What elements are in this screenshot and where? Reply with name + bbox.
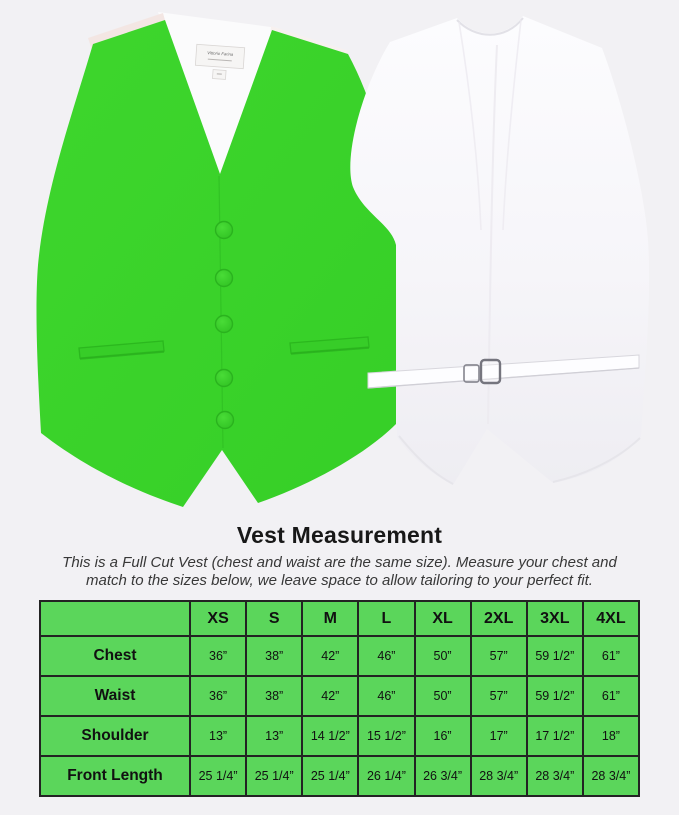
size-chart-row [40,716,639,756]
measurement-value-cell: 57” [471,636,527,676]
page-title: Vest Measurement [236,522,443,548]
measurement-value-cell: 18” [583,716,639,756]
measurement-value-cell: 59 1/2” [527,636,583,676]
measurement-description [0,554,679,590]
measurement-value-cell: 15 1/2” [358,716,414,756]
measurement-value-cell: 36” [190,676,246,716]
vest-button [216,270,233,287]
size-column-header: M [302,601,358,636]
measurement-value-cell: 57” [471,676,527,716]
measurement-row-label: Chest [40,636,190,676]
size-chart-header [40,601,639,636]
measurement-value-cell: 61” [583,636,639,676]
size-chart-table [39,600,640,797]
size-chart-row [40,676,639,716]
size-column-header: 3XL [527,601,583,636]
measurement-value-cell: 25 1/4” [246,756,302,796]
measurement-value-cell: 42” [302,676,358,716]
measurement-value-cell: 61” [583,676,639,716]
measurement-value-cell: 28 3/4” [527,756,583,796]
size-chart-row [40,636,639,676]
measurement-value-cell: 25 1/4” [302,756,358,796]
measurement-value-cell: 13” [246,716,302,756]
measurement-row-label: Front Length [40,756,190,796]
size-column-header: S [246,601,302,636]
size-column-header: L [358,601,414,636]
size-chart-row [40,756,639,796]
size-column-header: 4XL [583,601,639,636]
measurement-value-cell: 42” [302,636,358,676]
green-vest-front [36,12,396,507]
measurement-value-cell: 17” [471,716,527,756]
vest-button [217,412,234,429]
measurement-value-cell: 46” [358,676,414,716]
measurement-value-cell: 25 1/4” [190,756,246,796]
measurement-value-cell: 50” [415,636,471,676]
size-chart-header-row [40,601,639,636]
measurement-value-cell: 17 1/2” [527,716,583,756]
measurement-value-cell: 28 3/4” [471,756,527,796]
vest-button [216,370,233,387]
empty-corner-cell [40,601,190,636]
measurement-value-cell: 28 3/4” [583,756,639,796]
measurement-value-cell: 26 3/4” [415,756,471,796]
description-line-1: This is a Full Cut Vest (chest and waist are the same size). Measure your chest and [62,554,617,571]
measurement-value-cell: 59 1/2” [527,676,583,716]
vest-button [216,316,233,333]
measurement-value-cell: 26 1/4” [358,756,414,796]
measurement-value-cell: 50” [415,676,471,716]
measurement-value-cell: 38” [246,676,302,716]
size-column-header: XL [415,601,471,636]
measurement-value-cell: 14 1/2” [302,716,358,756]
measurement-row-label: Shoulder [40,716,190,756]
size-column-header: XS [190,601,246,636]
measurement-row-label: Waist [40,676,190,716]
measurement-value-cell: 38” [246,636,302,676]
measurement-value-cell: 36” [190,636,246,676]
size-column-header: 2XL [471,601,527,636]
vest-button [216,222,233,239]
brand-label-text: Vittorio Farina [207,50,234,57]
description-line-2: match to the sizes below, we leave space to allow tailoring to your perfect fit. [86,572,593,589]
measurement-value-cell: 16” [415,716,471,756]
measurement-value-cell: 46” [358,636,414,676]
measurement-value-cell: 13” [190,716,246,756]
size-chart-body [40,636,639,796]
